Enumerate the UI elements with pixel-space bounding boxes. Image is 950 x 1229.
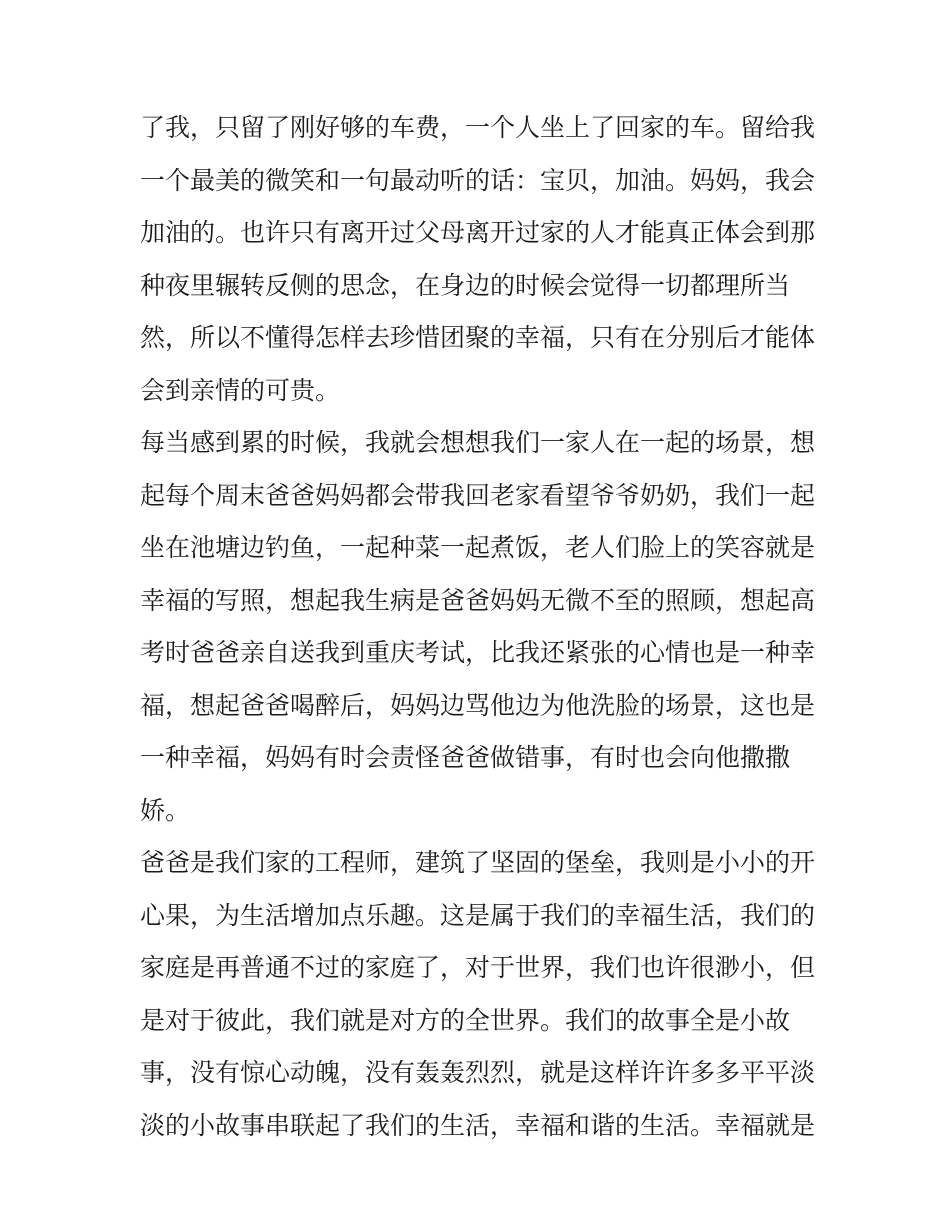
text-line: 起每个周末爸爸妈妈都会带我回老家看望爷爷奶奶，我们一起 xyxy=(140,480,816,510)
text-line: 家庭是再普通不过的家庭了，对于世界，我们也许很渺小，但 xyxy=(140,953,816,982)
text-line: 事，没有惊心动魄，没有轰轰烈烈，就是这样许许多多平平淡 xyxy=(140,1058,816,1087)
text-line: 每当感到累的时候，我就会想想我们一家人在一起的场景，想 xyxy=(140,428,816,457)
text-line: 了我，只留了刚好够的车费，一个人坐上了回家的车。留给我 xyxy=(140,113,816,142)
document-page xyxy=(140,102,840,1152)
text-line: 种夜里辗转反侧的思念，在身边的时候会觉得一切都理所当 xyxy=(140,270,791,300)
text-line: 福，想起爸爸喝醉后，妈妈边骂他边为他洗脸的场景，这也是 xyxy=(140,690,816,720)
text-line: 然，所以不懂得怎样去珍惜团聚的幸福，只有在分别后才能体 xyxy=(140,323,816,352)
text-line: 一种幸福，妈妈有时会责怪爸爸做错事，有时也会向他撒撒 xyxy=(140,743,791,772)
text-line: 幸福的写照，想起我生病是爸爸妈妈无微不至的照顾，想起高 xyxy=(140,585,816,615)
text-line: 坐在池塘边钓鱼，一起种菜一起煮饭，老人们脸上的笑容就是 xyxy=(140,533,816,562)
text-line: 会到亲情的可贵。 xyxy=(140,375,341,405)
paragraph xyxy=(140,837,840,1152)
text-line: 爸爸是我们家的工程师，建筑了坚固的堡垒，我则是小小的开 xyxy=(140,848,816,877)
text-line: 加油的。也许只有离开过父母离开过家的人才能真正体会到那 xyxy=(140,218,816,247)
paragraph xyxy=(140,417,840,837)
text-line: 一个最美的微笑和一句最动听的话：宝贝，加油。妈妈，我会 xyxy=(140,165,816,195)
paragraph xyxy=(140,102,840,417)
text-line: 心果，为生活增加点乐趣。这是属于我们的幸福生活，我们的 xyxy=(140,900,816,930)
text-line: 考时爸爸亲自送我到重庆考试，比我还紧张的心情也是一种幸 xyxy=(140,638,816,667)
text-line: 是对于彼此，我们就是对方的全世界。我们的故事全是小故 xyxy=(140,1005,791,1035)
text-line: 娇。 xyxy=(140,795,191,825)
text-line: 淡的小故事串联起了我们的生活，幸福和谐的生活。幸福就是 xyxy=(140,1110,816,1140)
